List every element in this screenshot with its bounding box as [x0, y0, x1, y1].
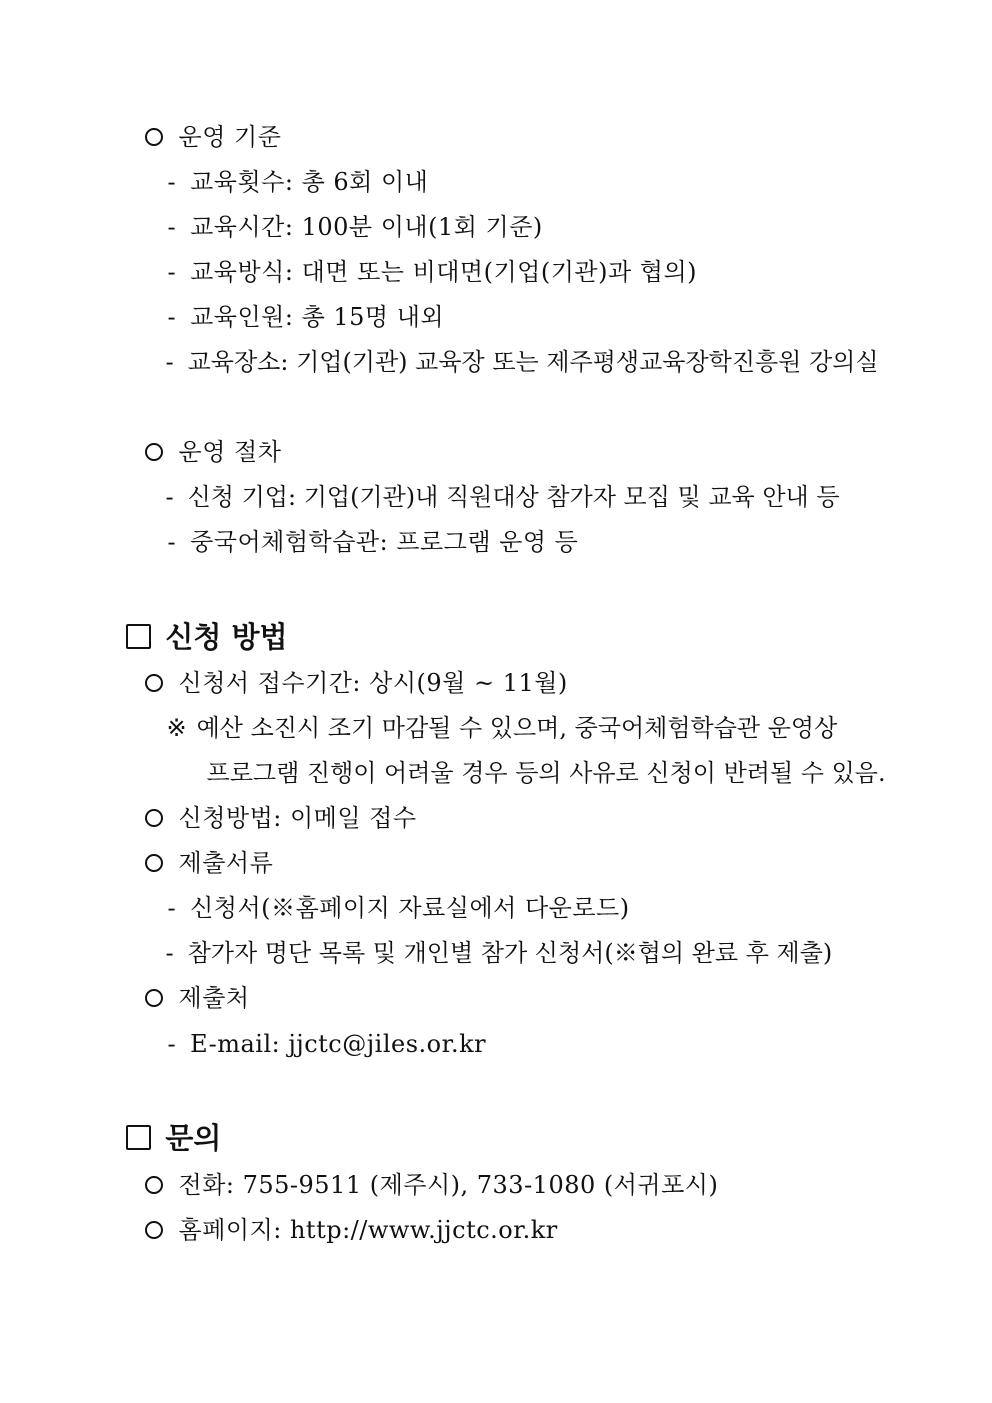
reference-mark-icon: ※	[166, 714, 187, 742]
dash-marker: -	[165, 348, 174, 376]
dash-marker: -	[167, 213, 177, 241]
inquiry-homepage	[112, 1182, 558, 1278]
procedure-item	[135, 494, 578, 590]
criteria-item-text: 교육시간: 100분 이내(1회 기준)	[190, 213, 543, 241]
dash-marker: -	[167, 894, 177, 922]
operation-procedure-title: 운영 절차	[178, 438, 282, 466]
inquiry-heading-text: 문의	[165, 1121, 222, 1155]
application-heading-text: 신청 방법	[165, 620, 288, 654]
dash-marker: -	[167, 1030, 177, 1058]
criteria-item-text: 교육장소: 기업(기관) 교육장 또는 제주평생교육장학진흥원 강의실	[187, 348, 879, 376]
submit-to-title: 제출처	[178, 984, 250, 1012]
procedure-item-text: 신청 기업: 기업(기관)내 직원대상 참가자 모집 및 교육 안내 등	[187, 483, 840, 511]
criteria-item-text: 교육인원: 총 15명 내외	[190, 303, 445, 331]
circle-bullet-icon	[145, 1221, 163, 1239]
criteria-item-text: 교육횟수: 총 6회 이내	[190, 168, 429, 196]
dash-marker: -	[167, 528, 177, 556]
criteria-item	[135, 314, 879, 410]
application-method-text: 신청방법: 이메일 접수	[178, 804, 417, 832]
application-period-text: 신청서 접수기간: 상시(9월 ~ 11월)	[178, 669, 568, 697]
documents-title: 제출서류	[178, 849, 274, 877]
note-text-line2: 프로그램 진행이 어려울 경우 등의 사유로 신청이 반려될 수 있음.	[206, 759, 886, 787]
homepage-link[interactable]: 홈페이지: http://www.jjctc.or.kr	[178, 1216, 558, 1244]
note-text-line1: 예산 소진시 조기 마감될 수 있으며, 중국어체험학습관 운영상	[196, 714, 838, 742]
dash-marker: -	[165, 939, 174, 967]
document-item-text: 신청서(※홈페이지 자료실에서 다운로드)	[190, 894, 630, 922]
document-item-text: 참가자 명단 목록 및 개인별 참가 신청서(※협의 완료 후 제출)	[187, 939, 833, 967]
dash-marker: -	[165, 483, 174, 511]
phone-text: 전화: 755-9511 (제주시), 733-1080 (서귀포시)	[178, 1171, 719, 1199]
dash-marker: -	[167, 258, 177, 286]
procedure-item-text: 중국어체험학습관: 프로그램 운영 등	[190, 528, 579, 556]
operation-criteria-title: 운영 기준	[178, 123, 282, 151]
email-link[interactable]: E-mail: jjctc@jiles.or.kr	[190, 1030, 487, 1058]
submit-email	[135, 996, 486, 1092]
dash-marker: -	[167, 303, 177, 331]
criteria-item-text: 교육방식: 대면 또는 비대면(기업(기관)과 협의)	[190, 258, 697, 286]
dash-marker: -	[167, 168, 177, 196]
